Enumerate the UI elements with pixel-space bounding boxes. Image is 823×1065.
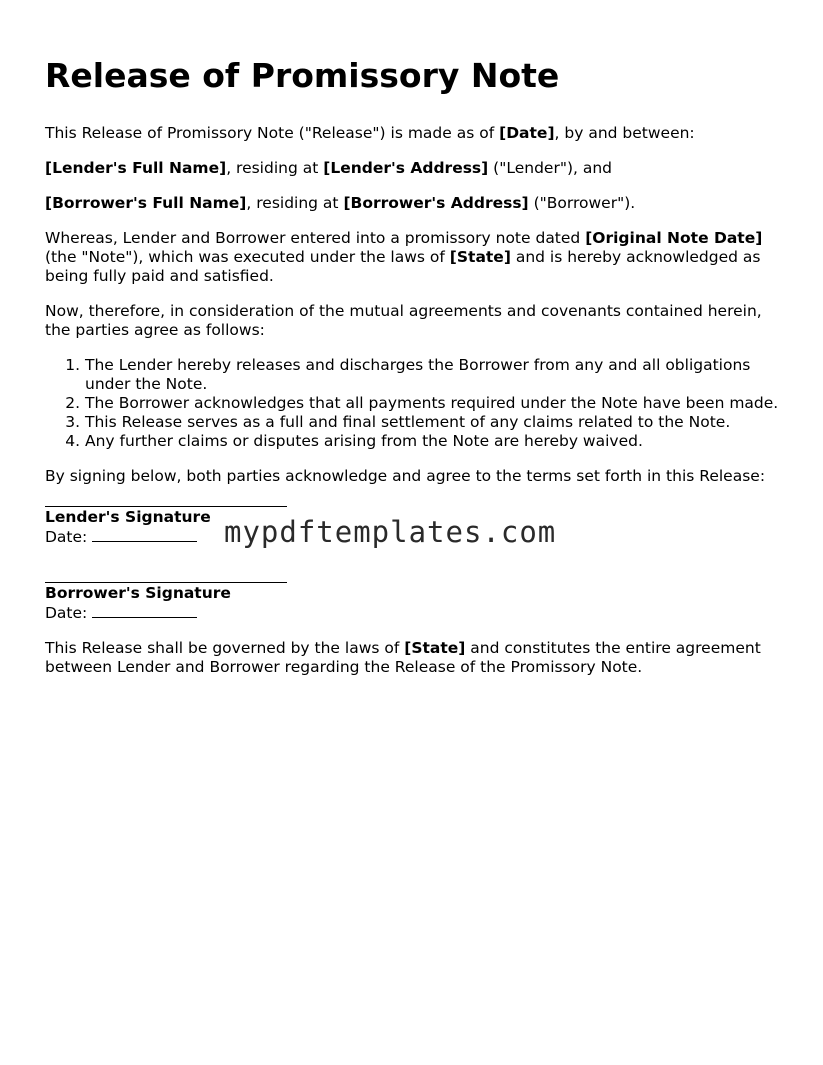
date-label: Date:: [45, 528, 93, 546]
borrower-address-placeholder: [Borrower's Address]: [343, 194, 529, 212]
lender-name-placeholder: [Lender's Full Name]: [45, 159, 227, 177]
borrower-name-placeholder: [Borrower's Full Name]: [45, 194, 247, 212]
lender-text-2: ("Lender"), and: [488, 159, 613, 177]
list-item: 1. The Lender hereby releases and discharges the Borrower from any and all obligations under the Note.: [85, 356, 780, 394]
borrower-paragraph: [45, 194, 780, 213]
intro-paragraph: [45, 124, 780, 143]
watermark-text: mypdftemplates.com: [224, 515, 557, 549]
document-title: Release of Promissory Note: [45, 56, 560, 95]
whereas-text-1: Whereas, Lender and Borrower entered into a promissory note dated: [45, 229, 586, 247]
borrower-text-1: , residing at: [246, 194, 344, 212]
borrower-text-2: ("Borrower").: [528, 194, 636, 212]
list-item: 2. The Borrower acknowledges that all payments required under the Note have been made.: [85, 394, 780, 413]
lender-paragraph: [45, 159, 780, 178]
date-placeholder: [Date]: [499, 124, 555, 142]
document-page: [45, 55, 780, 693]
intro-text-2: , by and between:: [554, 124, 695, 142]
note-date-placeholder: [Original Note Date]: [585, 229, 763, 247]
closing-text-1: This Release shall be governed by the laws of: [45, 639, 405, 657]
lender-date-field[interactable]: [92, 527, 197, 542]
borrower-date-field[interactable]: [92, 603, 197, 618]
lender-address-placeholder: [Lender's Address]: [323, 159, 489, 177]
borrower-signature-block: [45, 582, 780, 623]
lender-signature-line[interactable]: [45, 506, 287, 507]
whereas-paragraph: [45, 229, 780, 286]
lender-text-1: , residing at: [226, 159, 324, 177]
intro-text-1: This Release of Promissory Note ("Release") is made as of: [45, 124, 500, 142]
borrower-date-row: [45, 603, 780, 623]
signing-statement: By signing below, both parties acknowledge and agree to the terms set forth in this Release:: [45, 467, 766, 485]
whereas-text-3: and is hereby acknowledged as being fully paid and satisfied.: [45, 248, 761, 285]
borrower-signature-label: Borrower's Signature: [45, 584, 231, 602]
borrower-signature-line[interactable]: [45, 582, 287, 583]
list-item: 4. Any further claims or disputes arising from the Note are hereby waived.: [85, 432, 780, 451]
whereas-text-2: (the "Note"), which was executed under the laws of: [45, 248, 450, 266]
closing-text-2: and constitutes the entire agreement between Lender and Borrower regarding the Release of the Promissory Note.: [45, 639, 761, 676]
lender-signature-label: Lender's Signature: [45, 508, 211, 526]
closing-paragraph: [45, 639, 780, 677]
date-label: Date:: [45, 604, 93, 622]
list-item: 3. This Release serves as a full and final settlement of any claims related to the Note.: [85, 413, 780, 432]
terms-list: [45, 356, 780, 451]
state-placeholder: [State]: [449, 248, 511, 266]
closing-state-placeholder: [State]: [404, 639, 466, 657]
now-therefore-paragraph: Now, therefore, in consideration of the mutual agreements and covenants contained herein, the parties agree as follows:: [45, 302, 762, 339]
